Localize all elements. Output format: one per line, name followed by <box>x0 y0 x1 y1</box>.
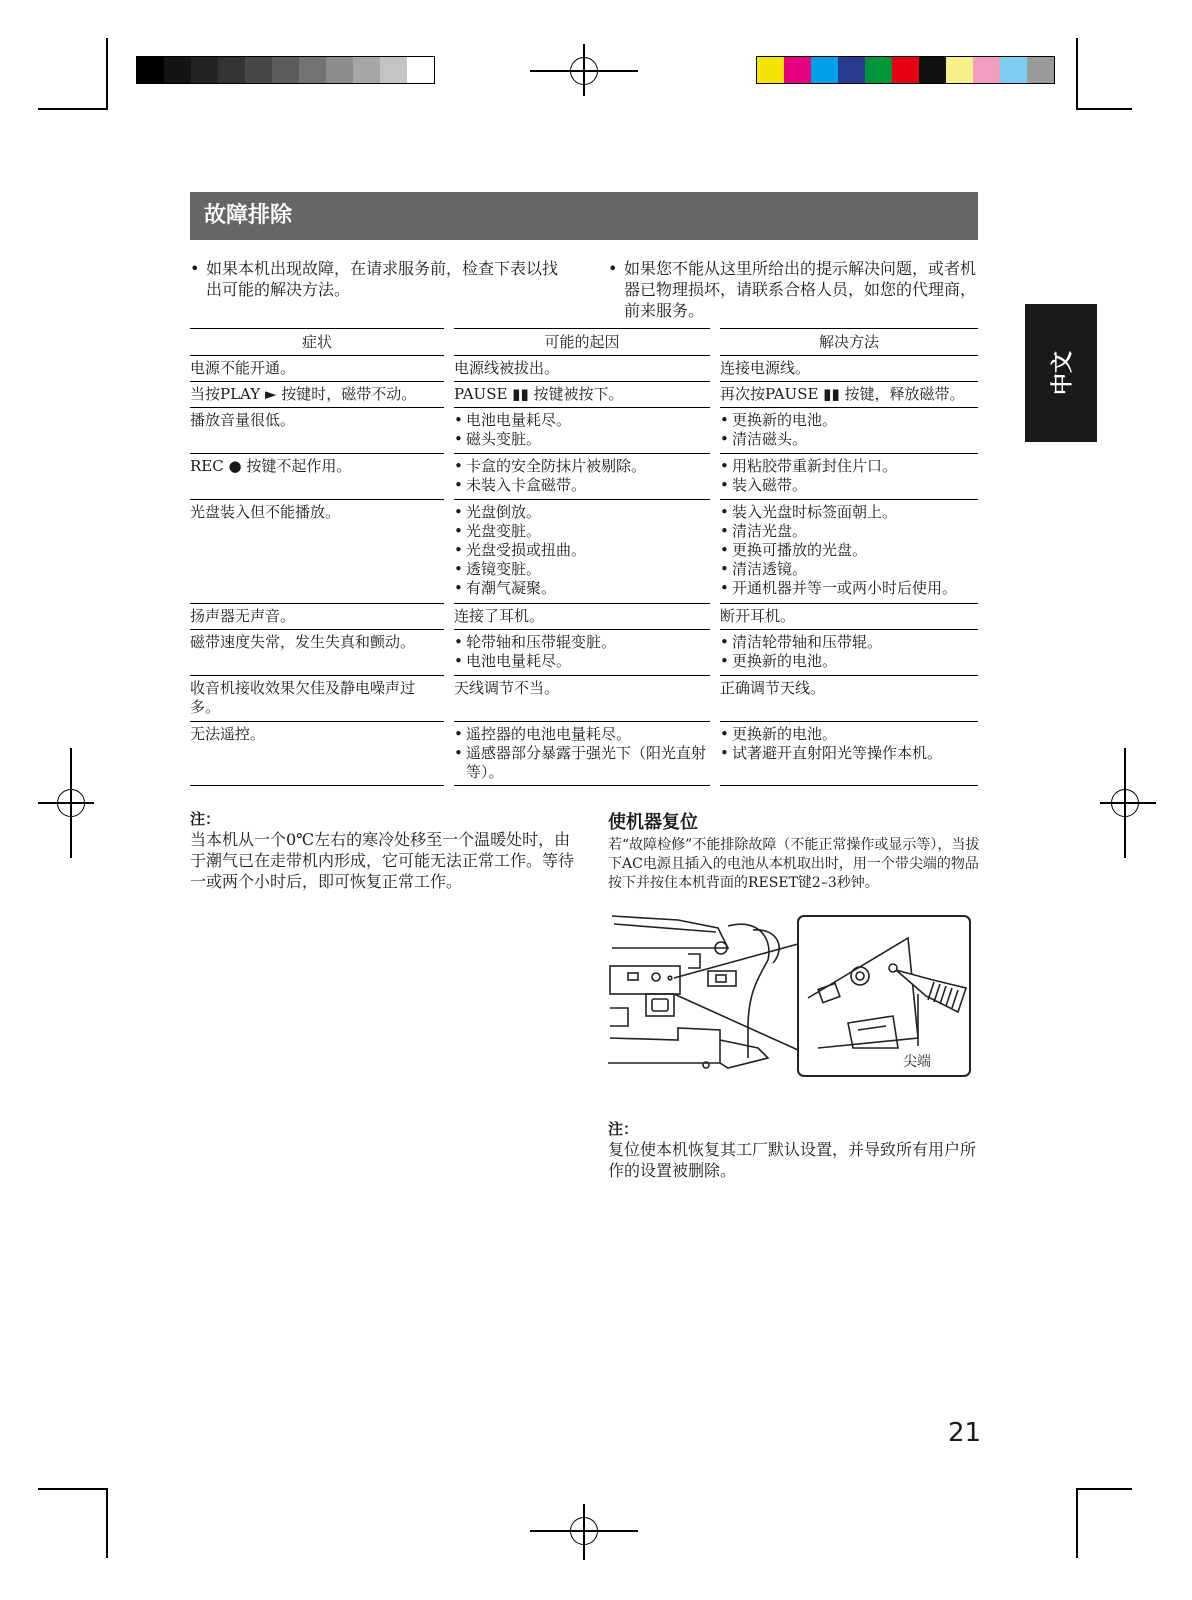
list-item: • 更换新的电池。 <box>720 725 978 744</box>
list-item: • 清洁光盘。 <box>720 522 978 541</box>
color-swatch <box>299 57 326 83</box>
cell-text: 当按PLAY ► 按键时，磁带不动。 <box>190 385 417 403</box>
color-swatch <box>353 57 380 83</box>
cell-text: 光盘装入但不能播放。 <box>190 503 341 521</box>
cell-text: 再次按PAUSE ▮▮ 按键，释放磁带。 <box>720 385 965 403</box>
intro-left: • 如果本机出现故障，在请求服务前，检查下表以找出可能的解决方法。 <box>190 259 559 299</box>
color-swatch <box>191 57 218 83</box>
list-item: • 电池电量耗尽。 <box>454 411 710 430</box>
list-item: • 装入光盘时标签面朝上。 <box>720 503 978 522</box>
color-swatch <box>973 57 1000 83</box>
symptom-cell <box>190 382 444 408</box>
reset-text: 若“故障检修”不能排除故障（不能正常操作或显示等），当拔下AC电源且插入的电池从本机取出时，用一个带尖端的物品按下并按住本机背面的RESET键2–3秒钟。 <box>608 837 980 891</box>
reset-illustration <box>608 908 992 1098</box>
cell-text: 磁带速度失常，发生失真和颤动。 <box>190 633 416 651</box>
list-item: • 电池电量耗尽。 <box>454 652 710 671</box>
remedy-cell <box>720 500 978 604</box>
color-swatch <box>137 57 164 83</box>
list-item: • 更换可播放的光盘。 <box>720 541 978 560</box>
cause-cell <box>454 722 710 786</box>
cell-text: 无法遥控。 <box>190 725 266 743</box>
note-title: 注： <box>608 1120 639 1138</box>
cell-text: 连接电源线。 <box>720 359 811 377</box>
table-row <box>190 356 978 382</box>
table-row <box>190 454 978 500</box>
color-swatch <box>811 57 838 83</box>
note-reset <box>608 1118 980 1181</box>
color-swatch <box>919 57 946 83</box>
intro-right: • 如果您不能从这里所给出的提示解决问题，或者机器已物理损坏，请联系合格人员，如您的代理商，前来服务。 <box>608 259 977 320</box>
list-item: • 未装入卡盒磁带。 <box>454 476 710 495</box>
remedy-cell <box>720 676 978 722</box>
gray-scale-bar <box>136 56 435 84</box>
note-text: 当本机从一个0℃左右的寒冷处移至一个温暖处时，由于潮气已在走带机内形成，它可能无法正常工作。等待一或两个小时后，即可恢复正常工作。 <box>190 830 575 891</box>
registration-mark-left <box>38 748 94 858</box>
table-header <box>190 328 978 356</box>
registration-mark-right <box>1100 748 1156 858</box>
color-swatch <box>865 57 892 83</box>
cell-text: 正确调节天线。 <box>720 679 826 697</box>
registration-mark-bottom <box>530 1504 638 1560</box>
color-swatch <box>407 57 434 83</box>
color-swatch <box>272 57 299 83</box>
color-swatch <box>838 57 865 83</box>
list-item: • 光盘倒放。 <box>454 503 710 522</box>
list-item: • 清洁磁头。 <box>720 430 978 449</box>
cause-cell <box>454 630 710 676</box>
reset-title: 使机器复位 <box>608 812 698 833</box>
table-row <box>190 722 978 786</box>
cause-cell <box>454 408 710 454</box>
column-header-symptom: 症状 <box>301 333 332 351</box>
cell-text: 收音机接收效果欠佳及静电噪声过多。 <box>190 679 416 716</box>
symptom-cell <box>190 408 444 454</box>
symptom-cell <box>190 722 444 786</box>
cause-cell <box>454 454 710 500</box>
color-swatch <box>946 57 973 83</box>
table-row <box>190 382 978 408</box>
color-control-bar <box>756 56 1055 84</box>
remedy-cell <box>720 722 978 786</box>
column-header-cause: 可能的起因 <box>544 333 620 351</box>
cause-cell <box>454 356 710 382</box>
cause-cell <box>454 604 710 630</box>
remedy-cell <box>720 604 978 630</box>
color-swatch <box>1027 57 1054 83</box>
cell-text: 连接了耳机。 <box>454 607 545 625</box>
list-item: • 清洁透镜。 <box>720 560 978 579</box>
symptom-cell <box>190 500 444 604</box>
crop-mark <box>1076 108 1132 110</box>
color-swatch <box>757 57 784 83</box>
cell-text: 扬声器无声音。 <box>190 607 296 625</box>
list-item: • 卡盒的安全防抹片被剔除。 <box>454 457 710 476</box>
list-item: • 光盘受损或扭曲。 <box>454 541 710 560</box>
color-swatch <box>380 57 407 83</box>
list-item: • 更换新的电池。 <box>720 652 978 671</box>
remedy-cell <box>720 454 978 500</box>
table-row <box>190 676 978 722</box>
cell-text: REC ● 按键不起作用。 <box>190 457 352 475</box>
list-item: • 遥感器部分暴露于强光下（阳光直射等）。 <box>454 744 710 782</box>
symptom-cell <box>190 454 444 500</box>
figure-label: 尖端 <box>903 1054 931 1070</box>
cell-text: 电源线被拔出。 <box>454 359 560 377</box>
note-moisture <box>190 808 574 892</box>
cause-cell <box>454 676 710 722</box>
crop-mark <box>1076 38 1078 108</box>
crop-mark <box>38 1488 108 1490</box>
page-number: 21 <box>948 1418 982 1448</box>
table-row <box>190 630 978 676</box>
list-item: • 遥控器的电池电量耗尽。 <box>454 725 710 744</box>
cause-cell <box>454 500 710 604</box>
column-header-remedy: 解决方法 <box>818 333 879 351</box>
troubleshooting-table <box>190 328 978 786</box>
remedy-cell <box>720 382 978 408</box>
list-item: • 轮带轴和压带辊变脏。 <box>454 633 710 652</box>
list-item: • 用粘胶带重新封住片口。 <box>720 457 978 476</box>
cell-text: 电源不能开通。 <box>190 359 296 377</box>
remedy-cell <box>720 408 978 454</box>
reset-section <box>608 808 980 893</box>
cause-cell <box>454 382 710 408</box>
cell-text: 天线调节不当。 <box>454 679 560 697</box>
list-item: • 磁头变脏。 <box>454 430 710 449</box>
crop-mark <box>106 1488 108 1558</box>
note-text: 复位使本机恢复其工厂默认设置，并导致所有用户所作的设置被删除。 <box>608 1140 977 1180</box>
color-swatch <box>326 57 353 83</box>
remedy-cell <box>720 356 978 382</box>
crop-mark <box>1076 1488 1078 1558</box>
symptom-cell <box>190 356 444 382</box>
note-title: 注： <box>190 810 221 828</box>
cell-text: 断开耳机。 <box>720 607 796 625</box>
symptom-cell <box>190 630 444 676</box>
color-swatch <box>245 57 272 83</box>
color-swatch <box>1000 57 1027 83</box>
section-title: 故障排除 <box>190 192 978 240</box>
list-item: • 开通机器并等一或两小时后使用。 <box>720 579 978 598</box>
symptom-cell <box>190 604 444 630</box>
cell-text: 播放音量很低。 <box>190 411 296 429</box>
registration-mark-top <box>530 44 638 94</box>
crop-mark <box>38 108 108 110</box>
table-row <box>190 500 978 604</box>
color-swatch <box>784 57 811 83</box>
list-item: • 装入磁带。 <box>720 476 978 495</box>
list-item: • 更换新的电池。 <box>720 411 978 430</box>
language-tab: 中文 <box>1025 304 1097 442</box>
list-item: • 试著避开直射阳光等操作本机。 <box>720 744 978 763</box>
color-swatch <box>164 57 191 83</box>
list-item: • 清洁轮带轴和压带辊。 <box>720 633 978 652</box>
table-row <box>190 408 978 454</box>
table-row <box>190 604 978 630</box>
list-item: • 光盘变脏。 <box>454 522 710 541</box>
crop-mark <box>1076 1488 1132 1490</box>
crop-mark <box>106 38 108 108</box>
cell-text: PAUSE ▮▮ 按键被按下。 <box>454 385 624 403</box>
list-item: • 有潮气凝聚。 <box>454 579 710 598</box>
list-item: • 透镜变脏。 <box>454 560 710 579</box>
color-swatch <box>892 57 919 83</box>
remedy-cell <box>720 630 978 676</box>
color-swatch <box>218 57 245 83</box>
symptom-cell <box>190 676 444 722</box>
